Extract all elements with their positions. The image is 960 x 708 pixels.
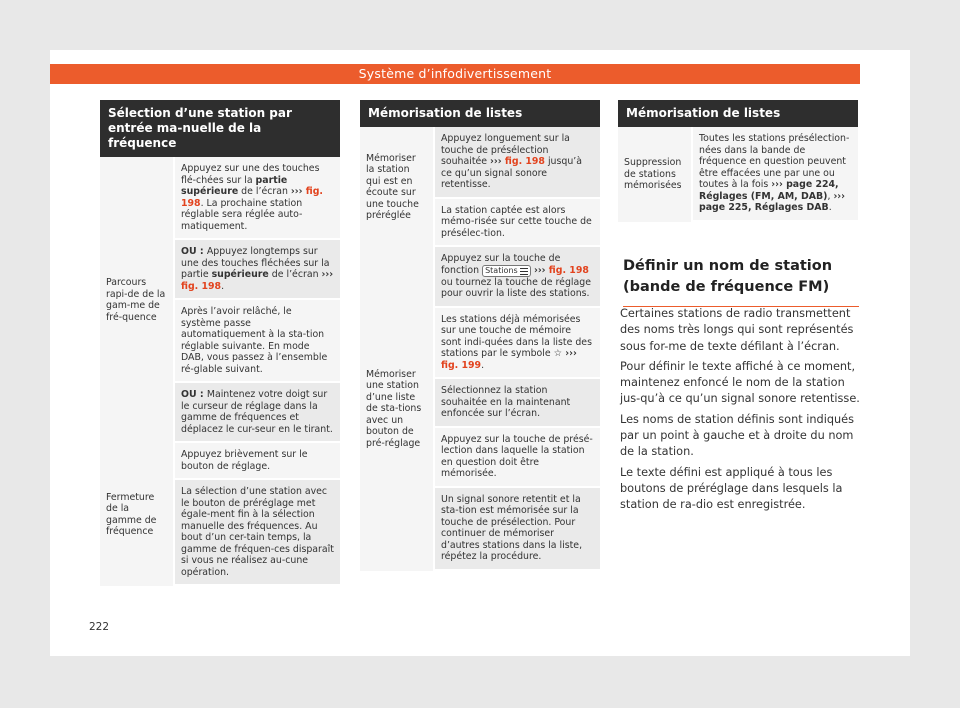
- row-description: Appuyez brièvement sur le bouton de réglage.: [175, 443, 340, 480]
- row-description: Sélectionnez la station souhaitée en la maintenant enfoncée sur l’écran.: [435, 379, 600, 428]
- figure-reference-link[interactable]: fig. 199: [441, 359, 482, 371]
- figure-reference-link[interactable]: fig. 198: [181, 186, 323, 209]
- delete-stations-table: [618, 100, 858, 222]
- row-label: Mémoriser une station d’une liste de sta-tions avec un bouton de pré-réglage: [360, 247, 435, 571]
- section-heading: Définir un nom de station (bande de fréquence FM): [623, 256, 859, 307]
- list-icon: [520, 267, 528, 275]
- row-description: OU : Appuyez longtemps sur une des touches fléchées sur la partie supérieure de l’écran ››› fig. 198.: [175, 240, 340, 300]
- table-title: Mémorisation de listes: [360, 100, 600, 127]
- page-reference-link[interactable]: page 225, Réglages DAB: [699, 202, 829, 213]
- row-description: Toutes les stations présélection-nées dans la bande de fréquence en question peuvent être effacées une par une ou toutes à la fois ››› page 224, Réglages (FM, AM, DAB), ››› page 225, Réglages DAB.: [693, 127, 858, 222]
- row-description: Appuyez longuement sur la touche de présélection souhaitée ››› fig. 198 jusqu’à ce qu’un signal sonore retentisse.: [435, 127, 600, 199]
- table-row: [100, 443, 340, 586]
- row-description: La sélection d’une station avec le bouton de préréglage met égale-ment fin à la sélection manuelle des fréquences. Au bout d’un cer-tain temps, la gamme de fréquen-ces disparaît si vous ne réalisez au-cune opération.: [175, 480, 340, 586]
- section-body: [620, 306, 860, 518]
- table-title: Sélection d’une station par entrée ma-nuelle de la fréquence: [100, 100, 340, 157]
- figure-reference-link[interactable]: fig. 198: [501, 156, 545, 167]
- row-description: OU : Maintenez votre doigt sur le curseur de réglage dans la gamme de fréquences et déplacez le cur-seur en le tirant.: [175, 383, 340, 443]
- row-description: Appuyez sur la touche de fonction Stations ››› fig. 198 ou tournez la touche de réglage pour ouvrir la liste des stations.: [435, 247, 600, 308]
- row-description: Un signal sonore retentit et la sta-tion est mémorisée sur la touche de présélection. Pour continuer de mémoriser d’autres stations dans la liste, répétez la procédure.: [435, 488, 600, 571]
- table-row: [360, 247, 600, 571]
- page-number: 222: [89, 621, 110, 633]
- row-label: Parcours rapi-de de la gam-me de fré-quence: [100, 157, 175, 443]
- table-row: [360, 127, 600, 247]
- manual-frequency-table: [100, 100, 340, 586]
- row-label: Mémoriser la station qui est en écoute sur une touche préréglée: [360, 127, 435, 247]
- row-description: Appuyez sur une des touches flé-chées sur la partie supérieure de l’écran ››› fig. 198. La prochaine station réglable sera réglée auto-matiquement.: [175, 157, 340, 240]
- row-description: La station captée est alors mémo-risée sur cette touche de présélec-tion.: [435, 199, 600, 248]
- figure-reference-link[interactable]: fig. 198: [545, 264, 589, 276]
- table-row: [100, 157, 340, 443]
- row-description: Après l’avoir relâché, le système passe automatiquement à la sta-tion réglable suivante. En mode DAB, vous passez à l’ensemble ré-glable suivant.: [175, 300, 340, 383]
- table-row: [618, 127, 858, 222]
- star-icon: ☆: [553, 348, 563, 359]
- page-reference-link[interactable]: page 224, Réglages (FM, AM, DAB): [699, 179, 839, 202]
- stations-button: Stations: [482, 265, 531, 277]
- paragraph: Certaines stations de radio transmettent des noms très longs qui sont représentés sous for-me de texte défilant à l’écran.: [620, 307, 854, 353]
- row-label: Suppression de stations mémorisées: [618, 127, 693, 222]
- row-description: Les stations déjà mémorisées sur une touche de mémoire sont indi-quées dans la liste des stations par le symbole ☆ ››› fig. 199.: [435, 308, 600, 380]
- paragraph: Les noms de station définis sont indiqués par un point à gauche et à droite du nom de la station.: [620, 412, 855, 459]
- list-memorization-table: [360, 100, 600, 571]
- row-description: Appuyez sur la touche de présé-lection dans laquelle la station en question doit être mémorisée.: [435, 428, 600, 488]
- paragraph: Pour définir le texte affiché à ce moment, maintenez enfoncé le nom de la station jus-qu’à ce qu’un signal sonore retentisse.: [620, 359, 860, 406]
- paragraph: Le texte défini est appliqué à tous les boutons de préréglage dans lesquels la station de ra-dio est enregistrée.: [620, 465, 843, 512]
- table-title: Mémorisation de listes: [618, 100, 858, 127]
- figure-reference-link[interactable]: fig. 198: [181, 280, 222, 292]
- row-label: Fermeture de la gamme de fréquence: [100, 443, 175, 586]
- chapter-header: Système d’infodivertissement: [50, 64, 860, 84]
